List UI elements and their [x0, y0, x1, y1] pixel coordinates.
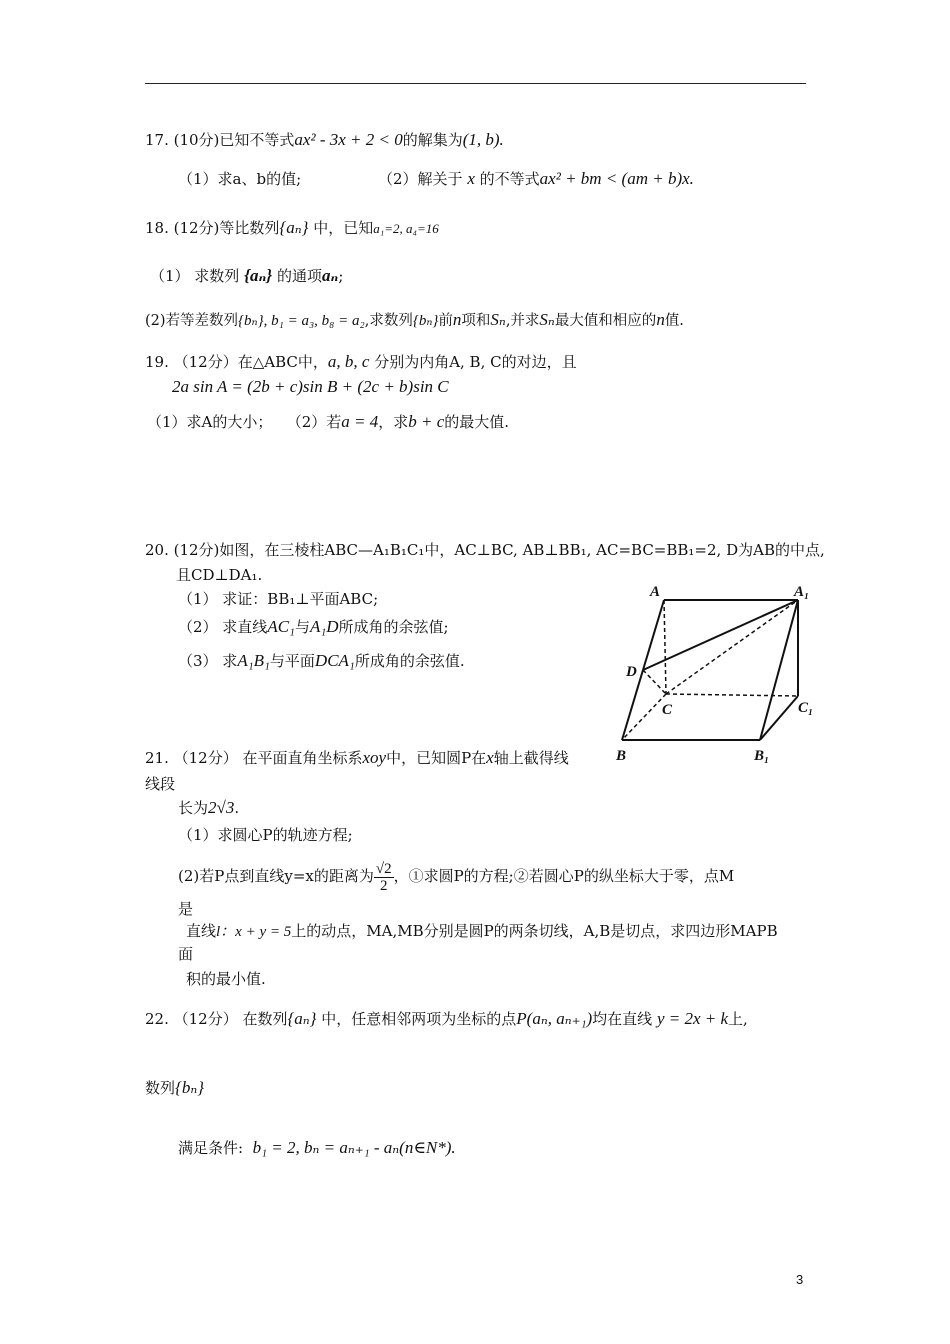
q22-line3-a: 满足条件: [178, 1139, 244, 1157]
q21-part2-a: (2)若P点到直线y=x的距离为 [178, 867, 374, 885]
q20-line2-text: 且CD⊥DA₁. [176, 566, 263, 584]
q22-mid: 中，任意相邻两项为坐标的点 [321, 1010, 517, 1028]
q17-inequality: ax² - 3x + 2 < 0 [294, 130, 403, 149]
q20-line1 [145, 540, 825, 560]
q19-head: 19. （12分）在△ABC中， [145, 353, 328, 371]
q20-part2-a: （2） 求直线 [178, 618, 268, 636]
q21-line1-c: 中，已知圆P在 [386, 749, 487, 767]
q21-line1 [145, 748, 569, 768]
q22-point: P(aₙ, aₙ₊₁) [516, 1009, 593, 1028]
q20-part3-d: DCA₁ [314, 651, 355, 670]
q21-fraction [374, 861, 394, 894]
q19-part1: （1）求A的大小； [147, 413, 273, 431]
q21-part2 [178, 858, 734, 894]
label-D: D [626, 664, 637, 680]
q18-part2-g: 项和 [461, 313, 491, 329]
q21-frac-den: 2 [379, 877, 388, 894]
q18-condition: a₁=2, a₄=16 [373, 221, 439, 236]
q21-part1-text: （1）求圆心P的轨迹方程; [178, 826, 353, 844]
q17-head: 17. (10分)已知不等式 [145, 131, 295, 149]
q17-part2-var: x [467, 169, 475, 188]
q22-mid2: 均在直线 [592, 1010, 653, 1028]
q20-part3-e: 所成角的余弦值. [354, 652, 465, 670]
q18-part2-b: {bₙ}, b₁ = a₃, b₈ = a₂ [238, 313, 365, 329]
q17-line1 [145, 130, 504, 150]
edge-C-C1-hidden [666, 694, 798, 696]
edge-A-C-hidden [664, 600, 666, 694]
q18-part1-seq: {aₙ} [244, 266, 273, 285]
q17-part2-b: 的不等式 [479, 170, 540, 188]
q17-part2-a: （2）解关于 [378, 170, 463, 188]
q19-parts [147, 412, 509, 432]
segment-D-A1 [643, 600, 798, 670]
segment-D-C-hidden [643, 670, 666, 694]
q21-line3 [178, 798, 239, 818]
label-A1: A₁ [794, 584, 810, 600]
q22-line: y = 2x + k [656, 1009, 729, 1028]
q19-line1 [145, 352, 577, 372]
q20-part1-text: （1） 求证：BB₁⊥平面ABC; [178, 590, 379, 608]
q21-part3-a: 直线 [186, 922, 217, 940]
q19-vars: a, b, c [327, 352, 370, 371]
q22-seq: {aₙ} [287, 1009, 317, 1028]
q18-part2-i: ,并求 [505, 313, 540, 329]
q21-line3-c: . [234, 799, 240, 817]
q21-line3-b: 2√3 [208, 798, 235, 817]
q18-part2-j: Sₙ [539, 310, 555, 329]
q18-part2-k: 最大值和相应的 [554, 313, 657, 329]
q19-part2-e: 的最大值. [444, 413, 510, 431]
q18-part1-an: aₙ [322, 266, 339, 285]
q21-line2 [145, 774, 175, 794]
q17-part2 [378, 169, 694, 189]
q20-part3-b: A₁B₁ [237, 651, 270, 670]
label-B1: B₁ [754, 748, 770, 764]
q21-part1 [178, 825, 353, 845]
prism-figure [612, 578, 832, 768]
q17-part1-text: （1）求a、b的值; [178, 170, 302, 188]
q17-part2-ineq: ax² + bm < (am + b)x. [539, 169, 694, 188]
q22-line2 [145, 1078, 204, 1098]
q18-part1 [150, 266, 343, 286]
q18-mid: 中，已知 [313, 219, 374, 237]
q18-part2-f: n [452, 310, 462, 329]
q22-line2-b: {bₙ} [175, 1078, 205, 1097]
q19-eq: 2a sin A = (2b + c)sin B + (2c + b)sin C [172, 377, 449, 396]
q21-line1-e: 轴上截得线 [493, 749, 569, 767]
q18-part2-c: ,求数列 [364, 313, 413, 329]
q20-part2-c: 与 [294, 618, 310, 636]
q20-part1 [178, 589, 378, 609]
q21-line3-a: 长为 [178, 799, 209, 817]
q19-part2-d: b + c [408, 412, 445, 431]
q18-part2-l: n [656, 310, 665, 329]
edge-D-B [622, 670, 643, 740]
edge-A-D [643, 600, 664, 670]
q18-part1-d: ; [338, 267, 344, 285]
q21-part4-text: 积的最小值. [186, 970, 266, 988]
q17-mid: 的解集为 [402, 131, 463, 149]
q19-tail: 分别为内角A, B, C的对边，且 [374, 353, 577, 371]
q21-line2-text: 线段 [145, 775, 176, 793]
q20-part2-e: 所成角的余弦值; [338, 618, 449, 636]
label-C1: C₁ [798, 700, 814, 716]
q18-part1-b: 的通项 [277, 267, 323, 285]
q20-part3-a: （3） 求 [178, 652, 238, 670]
q19-part2-b: a = 4 [341, 412, 379, 431]
segment-C-A1-hidden [666, 600, 798, 694]
q20-part2 [178, 617, 449, 637]
q17-part1 [178, 169, 301, 189]
q21-part4 [186, 969, 266, 989]
q18-part2-h: Sₙ [490, 310, 506, 329]
page-number: 3 [796, 1272, 804, 1287]
q21-part3-cont [178, 944, 193, 964]
q22-line1 [145, 1005, 748, 1033]
label-A: A [650, 584, 661, 600]
q20-part2-d: A₁D [309, 617, 339, 636]
label-B: B [616, 748, 627, 764]
q20-part3 [178, 651, 465, 671]
q22-tail: 上, [728, 1010, 748, 1028]
q21-line1-d: x [486, 748, 494, 767]
q18-part2-m: 值. [664, 313, 684, 329]
q18-part1-a: （1） 求数列 [150, 267, 240, 285]
q18-part2-e: 前 [438, 313, 453, 329]
q18-seq: {aₙ} [279, 218, 309, 237]
q21-part2-c: 是 [178, 900, 194, 918]
q20-line2 [176, 565, 262, 585]
q21-line1-a: 21. （12分） 在平面直角坐标系 [145, 749, 363, 767]
q21-part3 [186, 921, 778, 942]
label-C: C [662, 702, 673, 718]
q21-part2-b: ，①求圆P的方程;②若圆心P的纵坐标大于零，点M [393, 867, 735, 885]
q21-line1-b: xoy [362, 748, 387, 767]
header-rule [145, 83, 806, 84]
q18-line1 [145, 218, 439, 239]
q22-line2-a: 数列 [145, 1079, 176, 1097]
q18-part2-a: (2)若等差数列 [145, 313, 239, 329]
q22-line3 [178, 1138, 456, 1158]
q19-equation [172, 377, 449, 397]
q18-part2 [145, 310, 684, 331]
q20-part2-b: AC₁ [267, 617, 295, 636]
q18-part2-d: {bₙ} [412, 313, 439, 329]
q22-head: 22. （12分） 在数列 [145, 1010, 288, 1028]
q19-part2-c: ，求 [378, 413, 409, 431]
q21-part3-b: l：x + y = 5 [216, 924, 292, 940]
q21-part2-cont [178, 899, 193, 919]
q20-line1-text: 20. (12分)如图，在三棱柱ABC—A₁B₁C₁中，AC⊥BC, AB⊥BB₁, AC=BC=BB₁=2, D为AB的中点, [145, 541, 825, 559]
q21-frac-num: √2 [375, 860, 392, 877]
q22-line3-b: b₁ = 2, bₙ = aₙ₊₁ - aₙ(n∈N*). [252, 1138, 456, 1157]
q19-part2-a: （2）若 [286, 413, 342, 431]
q17-solution-set: (1, b). [462, 130, 504, 149]
q20-part3-c: 与平面 [269, 652, 315, 670]
q18-head: 18. (12分)等比数列 [145, 219, 280, 237]
q21-part3-c: 上的动点，MA,MB分别是圆P的两条切线，A,B是切点，求四边形MAPB [291, 922, 778, 940]
q21-part3-d: 面 [178, 945, 194, 963]
